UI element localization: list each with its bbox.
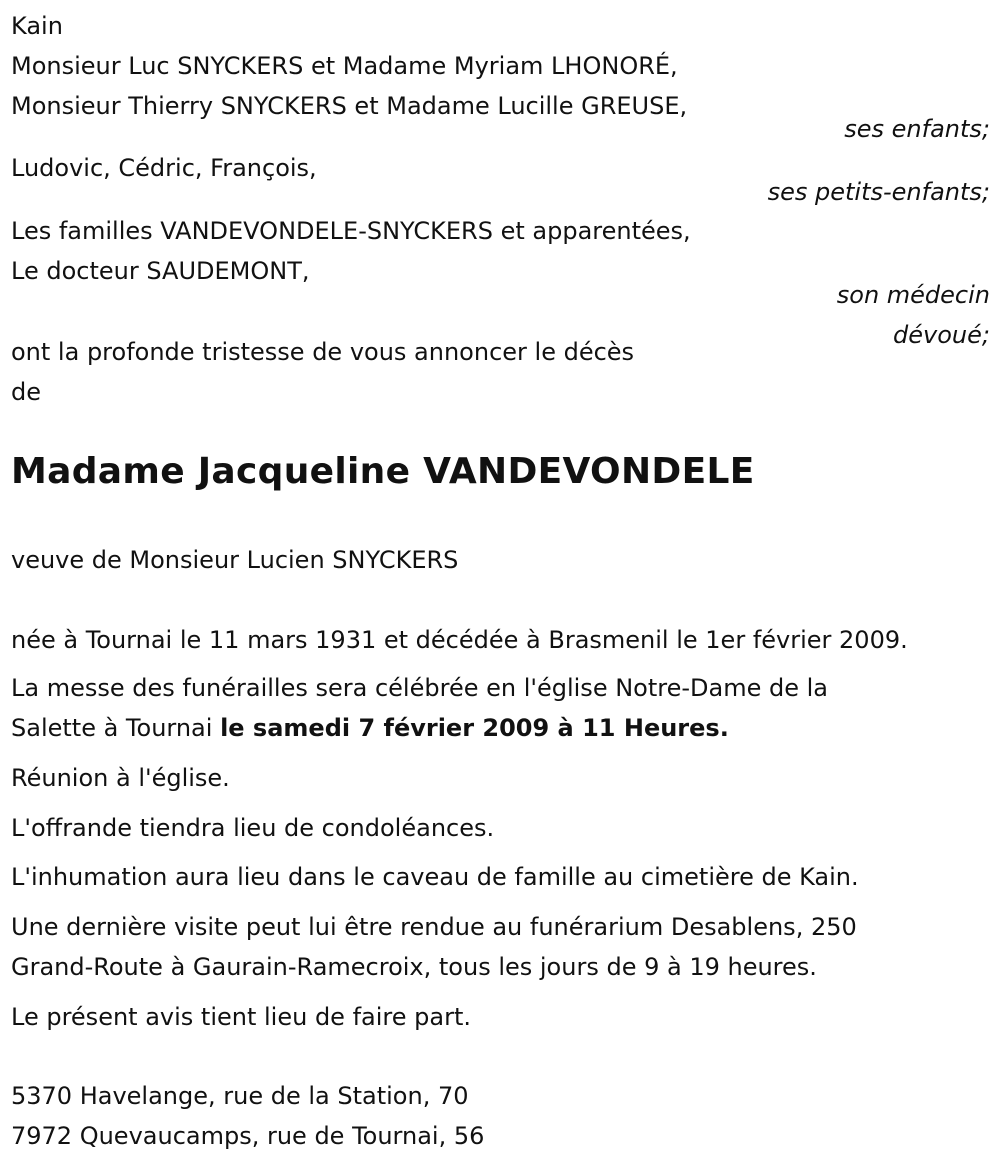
grandchildren-role: ses petits-enfants;: [767, 178, 990, 206]
widow-of-line: veuve de Monsieur Lucien SNYCKERS: [11, 546, 459, 574]
visit-line2: Grand-Route à Gaurain-Ramecroix, tous les jours de 9 à 19 heures.: [11, 953, 817, 981]
town-name: Kain: [11, 12, 63, 40]
address-line-2: 7972 Quevaucamps, rue de Tournai, 56: [11, 1122, 485, 1150]
announcement-line1: ont la profonde tristesse de vous annoncer le décès: [11, 338, 635, 366]
doctor-role-line2: dévoué;: [893, 321, 990, 349]
visit-line1: Une dernière visite peut lui être rendue au funérarium Desablens, 250: [11, 913, 857, 941]
address-line-1: 5370 Havelange, rue de la Station, 70: [11, 1082, 469, 1110]
meeting-line: Réunion à l'église.: [11, 764, 230, 792]
children-role: ses enfants;: [844, 115, 990, 143]
notice-line: Le présent avis tient lieu de faire part.: [11, 1003, 471, 1031]
offering-line: L'offrande tiendra lieu de condoléances.: [11, 814, 495, 842]
announcement-line2: de: [11, 378, 41, 406]
child-couple-2: Monsieur Thierry SNYCKERS et Madame Lucille GREUSE,: [11, 92, 688, 120]
mass-location-text: Salette à Tournai: [11, 714, 221, 742]
grandchildren-names: Ludovic, Cédric, François,: [11, 154, 317, 182]
child-couple-1: Monsieur Luc SNYCKERS et Madame Myriam LHONORÉ,: [11, 52, 678, 80]
burial-line: L'inhumation aura lieu dans le caveau de famille au cimetière de Kain.: [11, 863, 859, 891]
birth-death-line: née à Tournai le 11 mars 1931 et décédée à Brasmenil le 1er février 2009.: [11, 626, 908, 654]
mass-line1: La messe des funérailles sera célébrée en l'église Notre-Dame de la: [11, 674, 828, 702]
deceased-name: Madame Jacqueline VANDEVONDELE: [11, 451, 755, 492]
doctor-role-line1: son médecin: [836, 281, 990, 309]
relatives-line: Les familles VANDEVONDELE-SNYCKERS et apparentées,: [11, 217, 691, 245]
mass-date-time: le samedi 7 février 2009 à 11 Heures.: [220, 714, 729, 742]
doctor-line: Le docteur SAUDEMONT,: [11, 257, 310, 285]
mass-line2: [11, 708, 729, 748]
